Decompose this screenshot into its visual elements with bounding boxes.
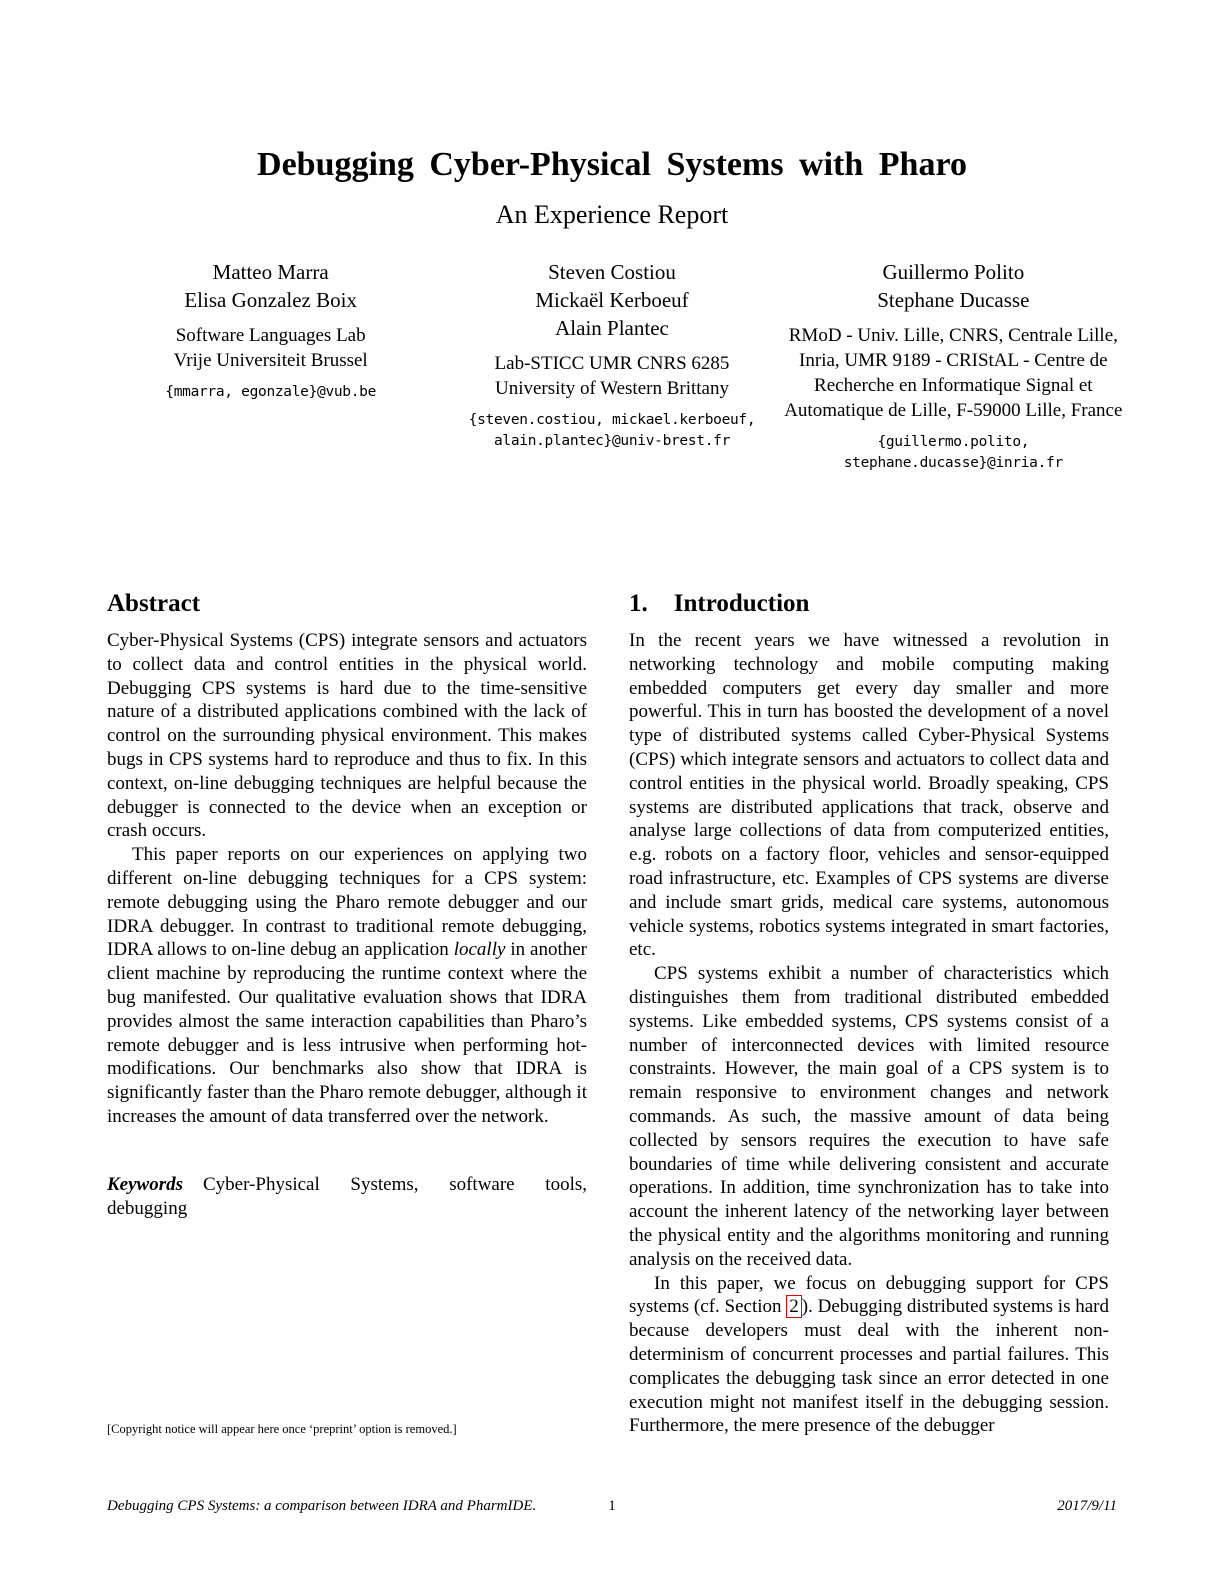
author-name: Mickaël Kerboeuf xyxy=(535,288,689,312)
footer-date: 2017/9/11 xyxy=(1057,1498,1117,1514)
introduction-heading xyxy=(629,590,1109,618)
author-block-3 xyxy=(783,258,1124,474)
author-affiliation xyxy=(441,351,782,401)
affiliation-line: RMoD - Univ. Lille, CNRS, Centrale Lille, Inria, UMR 9189 - CRIStAL - Centre de Recherche en Informatique Signal et Automatique de Lille, F-59000 Lille, France xyxy=(784,325,1123,421)
keywords xyxy=(107,1173,587,1221)
intro-paragraph-3-text: ). Debugging distributed systems is hard because developers must deal with the inherent non-determinism of concurrent processes and partial failures. This complicates the debugging task since an error detected in one execution might not manifest itself in the debugging session. Furthermore, the mere presence of the debugger xyxy=(629,1296,1109,1437)
keywords-label: Keywords xyxy=(107,1173,183,1195)
abstract-heading: Abstract xyxy=(107,590,201,617)
abstract-paragraph-2 xyxy=(107,843,587,1129)
author-email: {guillermo.polito, stephane.ducasse}@inria.fr xyxy=(843,434,1063,471)
abstract-paragraph-2-text: in another client machine by reproducing the runtime context where the bug manifested. Our qualitative evaluation shows that IDRA provides almost the same interaction capabilities than Pharo’s remote debugger and is less intrusive when performing hot-modifications. Our benchmarks also show that IDRA is significantly faster than the Pharo remote debugger, although it increases the amount of data transferred over the network. xyxy=(107,939,587,1127)
locally-emphasis: locally xyxy=(453,939,506,961)
author-name: Alain Plantec xyxy=(555,316,669,340)
section-number: 1. xyxy=(629,590,648,617)
affiliation-line: Software Languages Lab xyxy=(175,325,366,346)
intro-paragraph-1: In the recent years we have witnessed a revolution in networking technology and mobile computing making embedded computers get every day smaller and more powerful. This in turn has boosted the development of a novel type of distributed systems called Cyber-Physical Systems (CPS) which integrate sensors and actuators to collect data and control entities in the physical world. Broadly speaking, CPS systems are distributed applications that track, observe and analyse large collections of data from computerized entities, e.g. robots on a factory floor, vehicles and sensor-equipped road infrastructure, etc. Examples of CPS systems are diverse and include smart grids, medical care systems, autonomous vehicle systems, robotics systems integrated in smart factories, etc. xyxy=(629,630,1109,961)
author-name: Steven Costiou xyxy=(548,260,676,284)
author-name: Guillermo Polito xyxy=(882,260,1025,284)
page-subtitle: An Experience Report xyxy=(495,200,729,229)
keywords-text: Cyber-Physical Systems, software tools, debugging xyxy=(107,1173,587,1219)
footer-page-number: 1 xyxy=(608,1498,616,1514)
section-title: Introduction xyxy=(673,590,810,617)
abstract-paragraph-2-text: This paper reports on our experiences on applying two different on-line debugging techniques for a CPS system: remote debugging using the Pharo remote debugger and our IDRA debugger. In contrast to traditional remote debugging, IDRA allows to on-line debug an application xyxy=(107,844,587,961)
footer-running-title: Debugging CPS Systems: a comparison between IDRA and PharmIDE. xyxy=(107,1498,537,1514)
author-name: Stephane Ducasse xyxy=(877,288,1030,312)
author-name: Elisa Gonzalez Boix xyxy=(184,288,357,312)
affiliation-line: University of Western Brittany xyxy=(494,378,729,399)
intro-paragraph-3 xyxy=(629,1272,1109,1439)
copyright-notice: [Copyright notice will appear here once ‘preprint’ option is removed.] xyxy=(107,1422,457,1436)
section-2-link[interactable]: 2 xyxy=(786,1295,802,1318)
author-name: Matteo Marra xyxy=(212,260,329,284)
author-block-2 xyxy=(441,258,782,474)
author-email: {steven.costiou, mickael.kerboeuf, alain.plantec}@univ-brest.fr xyxy=(468,412,756,449)
author-affiliation xyxy=(783,323,1124,423)
author-block-1 xyxy=(100,258,441,474)
author-blocks xyxy=(100,258,1124,474)
intro-paragraph-2: CPS systems exhibit a number of characteristics which distinguishes them from traditional distributed embedded systems. Like embedded systems, CPS systems consist of a number of interconnected devices with limited resource constraints. However, the main goal of a CPS system is to remain responsive to environment changes and network commands. As such, the massive amount of data being collected by sensors requires the execution to have safe boundaries of time while delivering consistent and accurate operations. In addition, time synchronization has to take into account the inherent latency of the networking layer between the physical entity and the algorithms monitoring and running analysis on the received data. xyxy=(629,963,1109,1270)
author-affiliation xyxy=(100,323,441,373)
affiliation-line: Vrije Universiteit Brussel xyxy=(173,350,368,371)
author-email: {mmarra, egonzale}@vub.be xyxy=(165,384,377,400)
abstract-paragraph-1: Cyber-Physical Systems (CPS) integrate sensors and actuators to collect data and control entities in the physical world. Debugging CPS systems is hard due to the time-sensitive nature of a distributed applications combined with the lack of control on the surrounding physical environment. This makes bugs in CPS systems hard to reproduce and thus to fix. In this context, on-line debugging techniques are helpful because the debugger is connected to the device when an exception or crash occurs. xyxy=(107,630,587,842)
affiliation-line: Lab-STICC UMR CNRS 6285 xyxy=(494,353,730,374)
right-column xyxy=(629,590,1109,1438)
left-column xyxy=(107,590,587,1220)
intro-paragraph-3-text: In this paper, we focus on debugging support for CPS systems (cf. Section xyxy=(629,1272,1109,1318)
page-title: Debugging Cyber-Physical Systems with Pharo xyxy=(257,146,967,183)
